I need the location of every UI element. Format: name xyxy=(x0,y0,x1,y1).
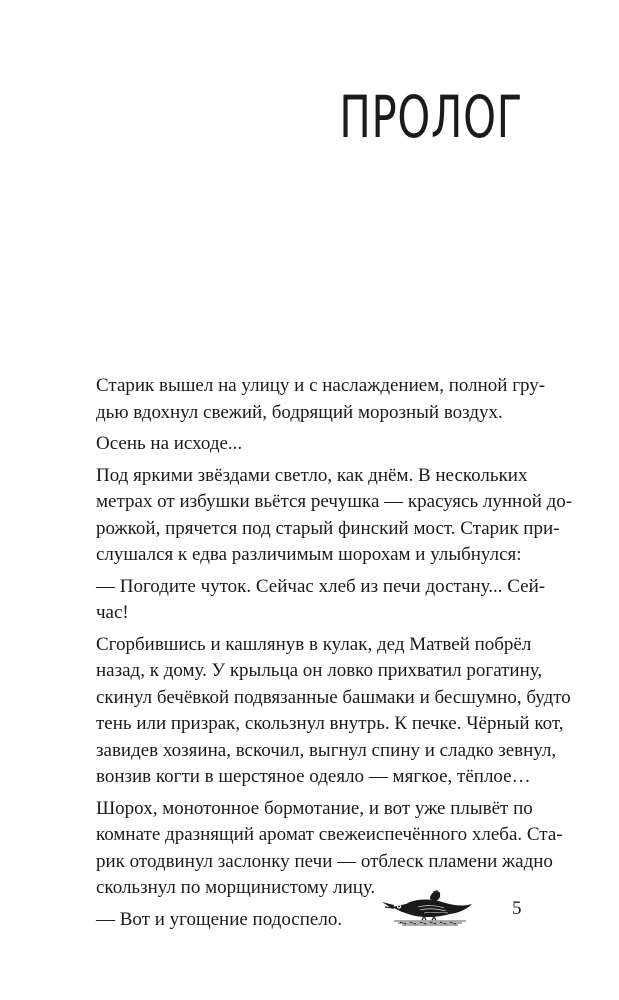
text-line: комнате дразнящий аромат свежеиспечённого хлеба. Ста- xyxy=(96,824,563,845)
text-line: рожкой, прячется под старый финский мост. Старик при- xyxy=(96,517,560,539)
text-line: Старик вышел на улицу и с наслаждением, полной гру- xyxy=(96,375,546,396)
text-line: завидев хозяина, вскочил, выгнул спину и сладко зевнул, xyxy=(96,739,557,761)
text-line: тень или призрак, скользнул внутрь. К печке. Чёрный кот, xyxy=(96,713,564,734)
text-line: слушался к едва различимым шорохам и улыбнулся: xyxy=(96,544,522,565)
text-line: Шорох, монотонное бормотание, и вот уже плывёт по xyxy=(96,797,533,819)
text-line: Сгорбившись и кашлянув в кулак, дед Матвей побрёл xyxy=(96,633,532,655)
paragraph xyxy=(96,431,519,458)
text-line: рик отодвинул заслонку печи — отблеск пламени жадно xyxy=(96,850,553,872)
text-line: скользнул по морщинистому лицу. xyxy=(96,877,376,898)
chapter-title: ПРОЛОГ xyxy=(339,83,523,151)
body-text xyxy=(96,373,573,933)
text-line: — Вот и угощение подоспело. xyxy=(96,908,343,930)
text-line: Осень на исходе... xyxy=(96,433,243,454)
crow-illustration xyxy=(380,885,480,930)
text-line: назад, к дому. У крыльца он ловко прихватил рогатину, xyxy=(96,660,543,681)
text-line: — Погодите чуток. Сейчас хлеб из печи достану... Сей- xyxy=(96,575,546,597)
paragraph xyxy=(96,463,573,569)
text-line: метрах от избушки вьётся речушка — красуясь лунной до- xyxy=(96,491,573,512)
page-number: 5 xyxy=(512,898,522,919)
text-line: скинул бечёвкой подвязанные башмаки и бесшумно, будто xyxy=(96,686,571,708)
text-line: вонзив когти в шерстяное одеяло — мягкое, тёплое… xyxy=(96,766,531,787)
paragraph xyxy=(96,574,546,627)
paragraph xyxy=(96,373,546,426)
paragraph xyxy=(96,632,571,791)
text-line: час! xyxy=(96,602,129,623)
text-line: Под яркими звёздами светло, как днём. В нескольких xyxy=(96,464,528,486)
text-line: дью вдохнул свежий, бодрящий морозный воздух. xyxy=(96,401,503,423)
